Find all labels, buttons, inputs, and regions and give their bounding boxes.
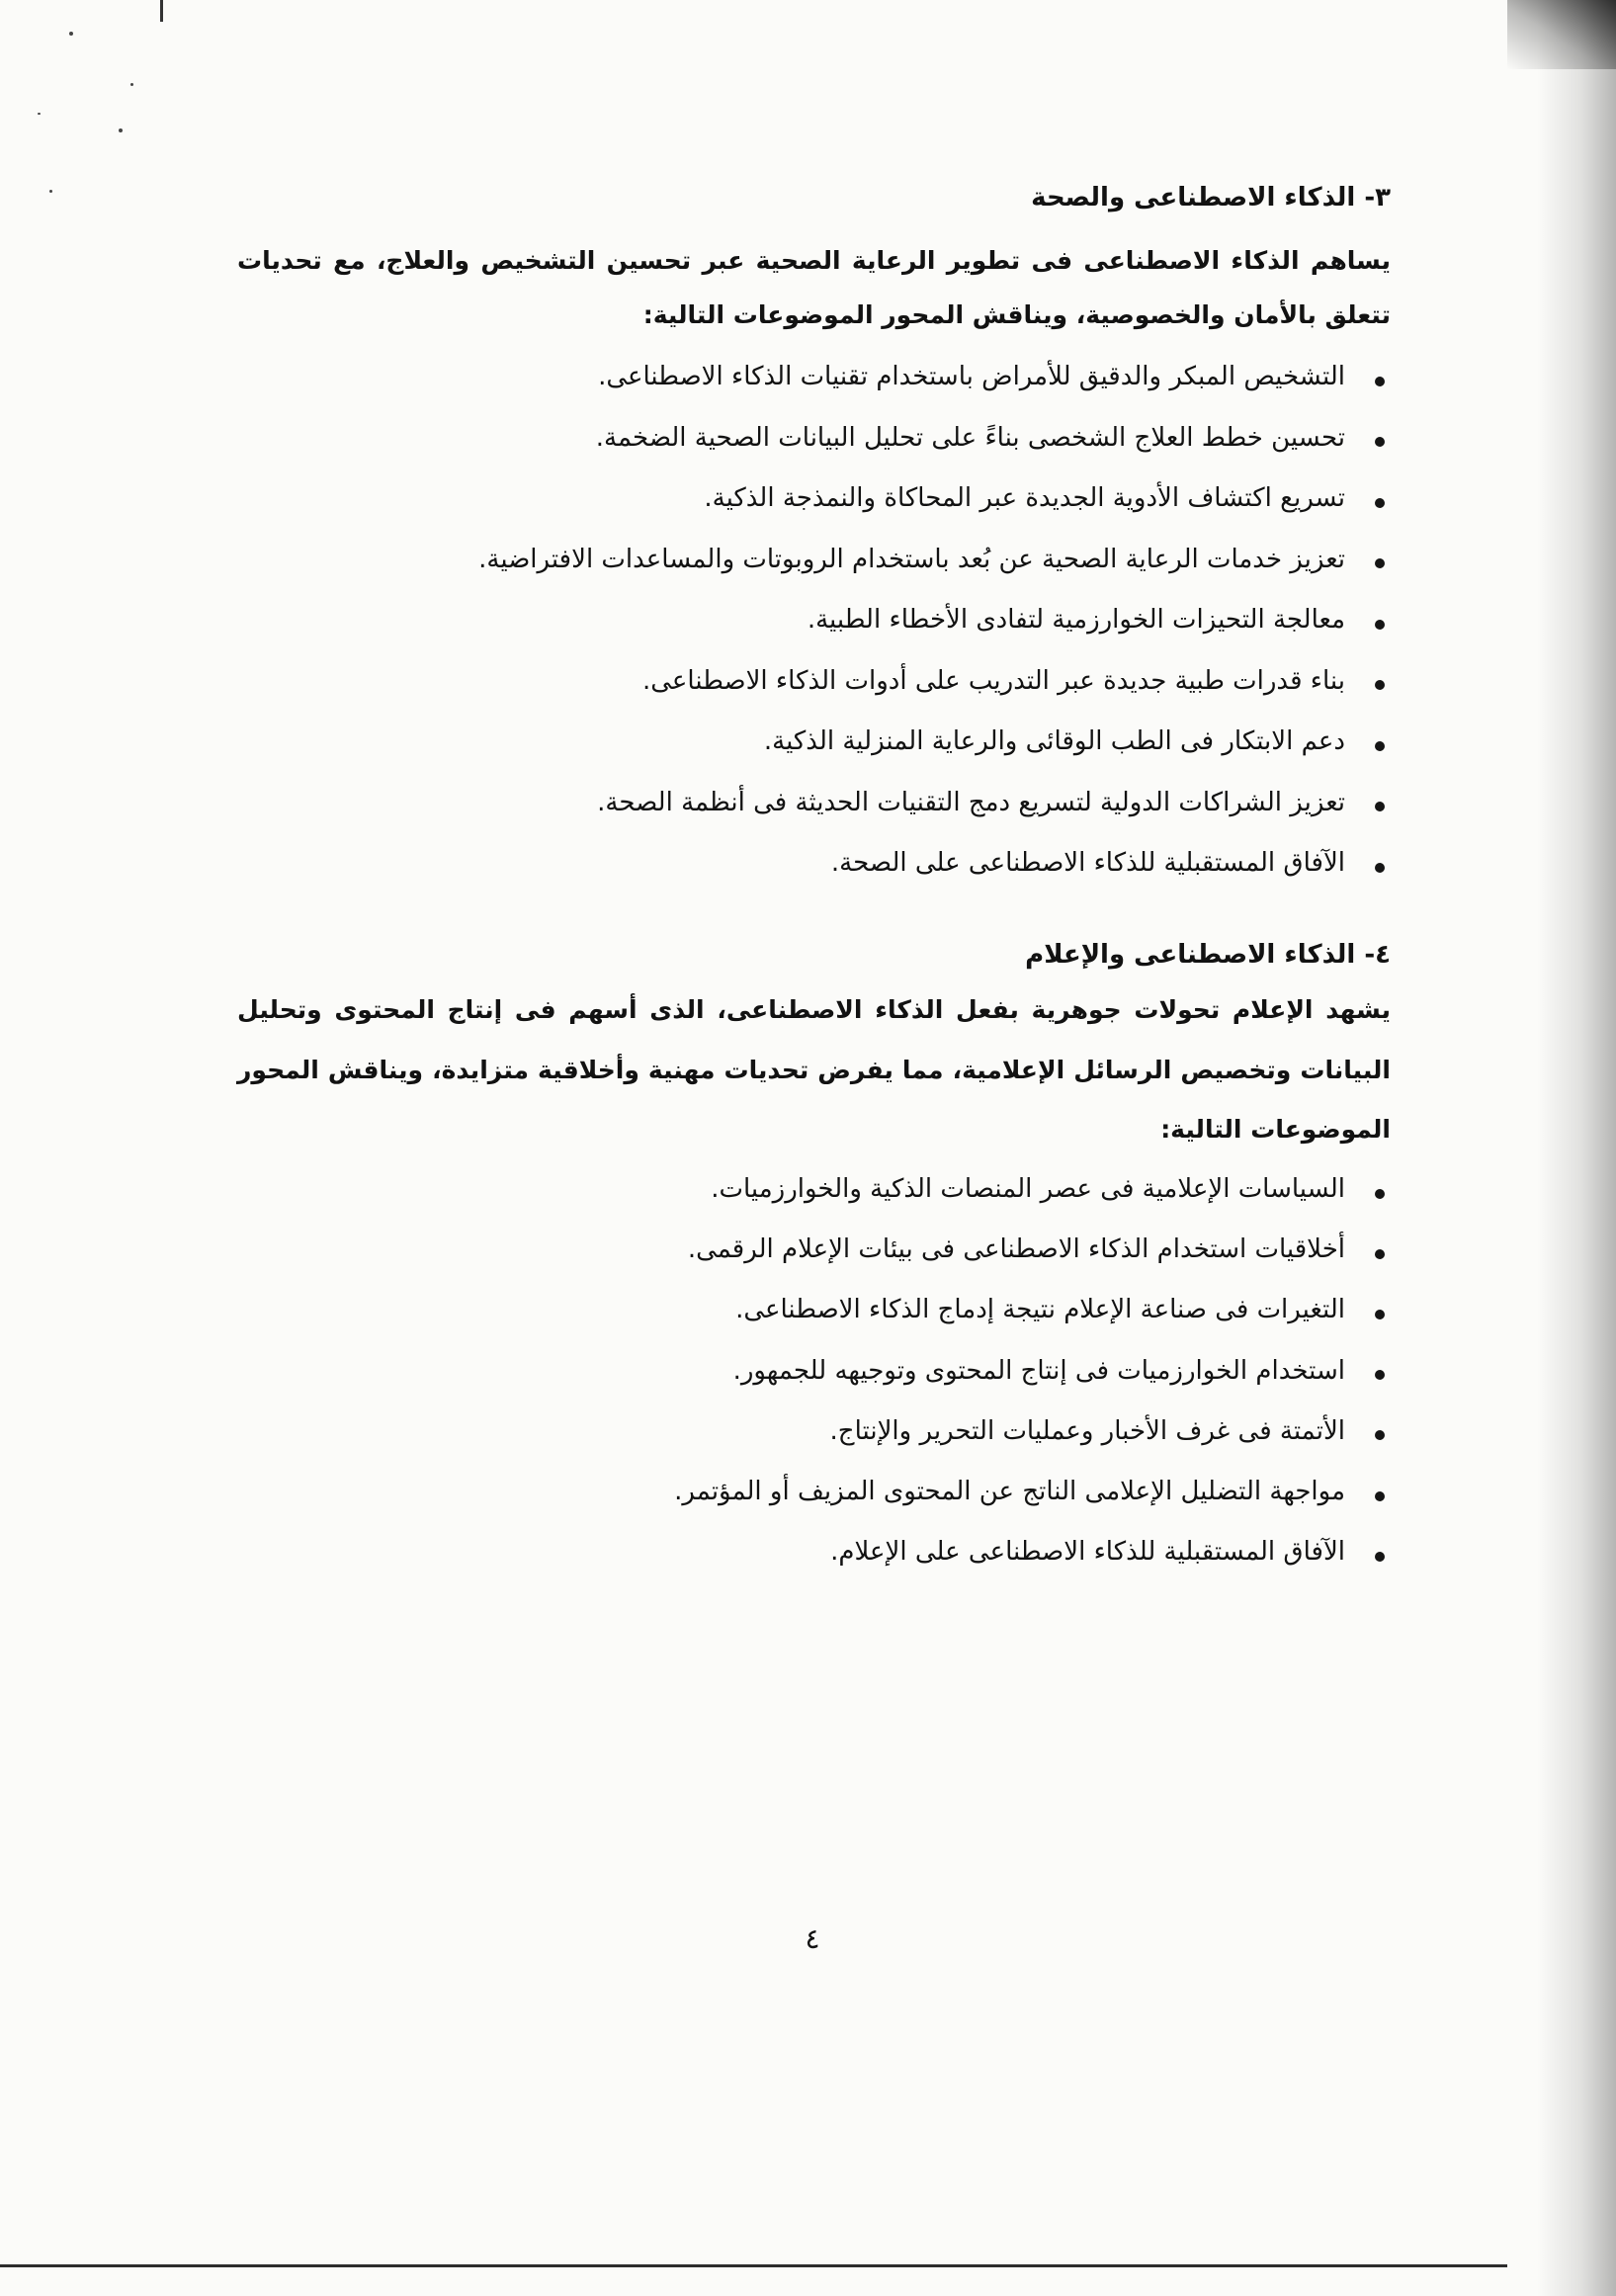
intro-line: البيانات وتخصيص الرسائل الإعلامية، مما يفرض تحديات مهنية وأخلاقية متزايدة، ويناقش المحور: [237, 1055, 1391, 1084]
list-item-text: معالجة التحيزات الخوارزمية لتفادى الأخطاء الطبية.: [807, 605, 1345, 635]
list-item: [237, 590, 1391, 651]
bullet-icon: [1375, 863, 1385, 873]
section-heading: ٤- الذكاء الاصطناعى والإعلام: [1025, 940, 1391, 970]
list-item-text: بناء قدرات طبية جديدة عبر التدريب على أدوات الذكاء الاصطناعى.: [641, 665, 1345, 696]
bullet-icon: [1375, 498, 1385, 508]
section-health-heading-block: [237, 168, 1391, 227]
intro-line: الموضوعات التالية:: [1160, 1115, 1391, 1144]
list-item-text: تعزيز خدمات الرعاية الصحية عن بُعد باستخدام الروبوتات والمساعدات الافتراضية.: [478, 544, 1345, 574]
bullet-icon: [1375, 1430, 1385, 1440]
bullet-icon: [1375, 680, 1385, 690]
scan-edge-shadow: [1537, 0, 1616, 2296]
list-item-text: استخدام الخوارزميات فى إنتاج المحتوى وتوجيهه للجمهور.: [732, 1355, 1345, 1386]
bullet-icon: [1375, 802, 1385, 811]
list-item: [237, 1522, 1391, 1582]
bullet-icon: [1375, 437, 1385, 447]
list-item-text: التشخيص المبكر والدقيق للأمراض باستخدام تقنيات الذكاء الاصطناعى.: [598, 362, 1345, 391]
section-media-list: [237, 1159, 1391, 1582]
list-item: [237, 1159, 1391, 1220]
list-item: [237, 1402, 1391, 1462]
scan-speck: [49, 190, 52, 193]
section-media-heading-block: [237, 925, 1391, 984]
list-item-text: الآفاق المستقبلية للذكاء الاصطناعى على الصحة.: [830, 848, 1345, 878]
section-heading: ٣- الذكاء الاصطناعى والصحة: [1031, 183, 1391, 213]
list-item-text: مواجهة التضليل الإعلامى الناتج عن المحتوى المزيف أو المؤتمر.: [674, 1476, 1345, 1506]
list-item-text: تحسين خطط العلاج الشخصى بناءً على تحليل البيانات الصحية الضخمة.: [595, 422, 1345, 453]
list-item: [237, 408, 1391, 469]
bullet-icon: [1375, 1370, 1385, 1380]
bullet-icon: [1375, 1189, 1385, 1199]
list-item: [237, 651, 1391, 713]
list-item: [237, 1220, 1391, 1280]
bullet-list: [237, 1159, 1391, 1582]
section-health-list: [237, 347, 1391, 894]
list-item: [237, 1341, 1391, 1402]
bullet-icon: [1375, 1249, 1385, 1259]
footer-rule: [0, 2264, 1507, 2267]
bullet-icon: [1375, 620, 1385, 630]
scan-speck: [130, 83, 133, 86]
scan-speck: [119, 128, 123, 132]
page-number: ٤: [805, 1922, 820, 1955]
intro-line: يشهد الإعلام تحولات جوهرية بفعل الذكاء الاصطناعى، الذى أسهم فى إنتاج المحتوى وتحليل: [237, 995, 1391, 1024]
bullet-list: [237, 347, 1391, 894]
list-item-text: تعزيز الشراكات الدولية لتسريع دمج التقنيات الحديثة فى أنظمة الصحة.: [597, 787, 1345, 817]
bullet-icon: [1375, 1552, 1385, 1562]
bullet-icon: [1375, 377, 1385, 386]
bullet-icon: [1375, 1491, 1385, 1501]
list-item: [237, 1462, 1391, 1522]
scan-speck: [69, 32, 73, 36]
list-item-text: التغيرات فى صناعة الإعلام نتيجة إدماج الذكاء الاصطناعى.: [735, 1295, 1345, 1325]
list-item: [237, 712, 1391, 773]
list-item-text: أخلاقيات استخدام الذكاء الاصطناعى فى بيئات الإعلام الرقمى.: [687, 1234, 1345, 1265]
scan-corner-shadow: [1507, 0, 1616, 69]
list-item: [237, 347, 1391, 408]
intro-line: يساهم الذكاء الاصطناعى فى تطوير الرعاية الصحية عبر تحسين التشخيص والعلاج، مع تحديات: [237, 246, 1391, 275]
section-health-intro: [237, 233, 1391, 342]
list-item-text: دعم الابتكار فى الطب الوقائى والرعاية المنزلية الذكية.: [763, 726, 1345, 756]
scan-mark: [160, 0, 163, 22]
list-item: [237, 530, 1391, 591]
bullet-icon: [1375, 558, 1385, 568]
bullet-icon: [1375, 1310, 1385, 1319]
list-item: [237, 833, 1391, 894]
list-item-text: السياسات الإعلامية فى عصر المنصات الذكية والخوارزميات.: [711, 1174, 1345, 1204]
list-item: [237, 773, 1391, 834]
intro-line: تتعلق بالأمان والخصوصية، ويناقش المحور الموضوعات التالية:: [642, 300, 1391, 329]
bullet-icon: [1375, 741, 1385, 751]
list-item-text: الآفاق المستقبلية للذكاء الاصطناعى على الإعلام.: [830, 1537, 1345, 1568]
scan-speck: [38, 113, 41, 115]
list-item: [237, 1280, 1391, 1340]
list-item: [237, 468, 1391, 530]
section-media-intro: [237, 980, 1391, 1160]
list-item-text: الأتمتة فى غرف الأخبار وعمليات التحرير والإنتاج.: [829, 1415, 1345, 1446]
list-item-text: تسريع اكتشاف الأدوية الجديدة عبر المحاكاة والنمذجة الذكية.: [704, 483, 1345, 513]
